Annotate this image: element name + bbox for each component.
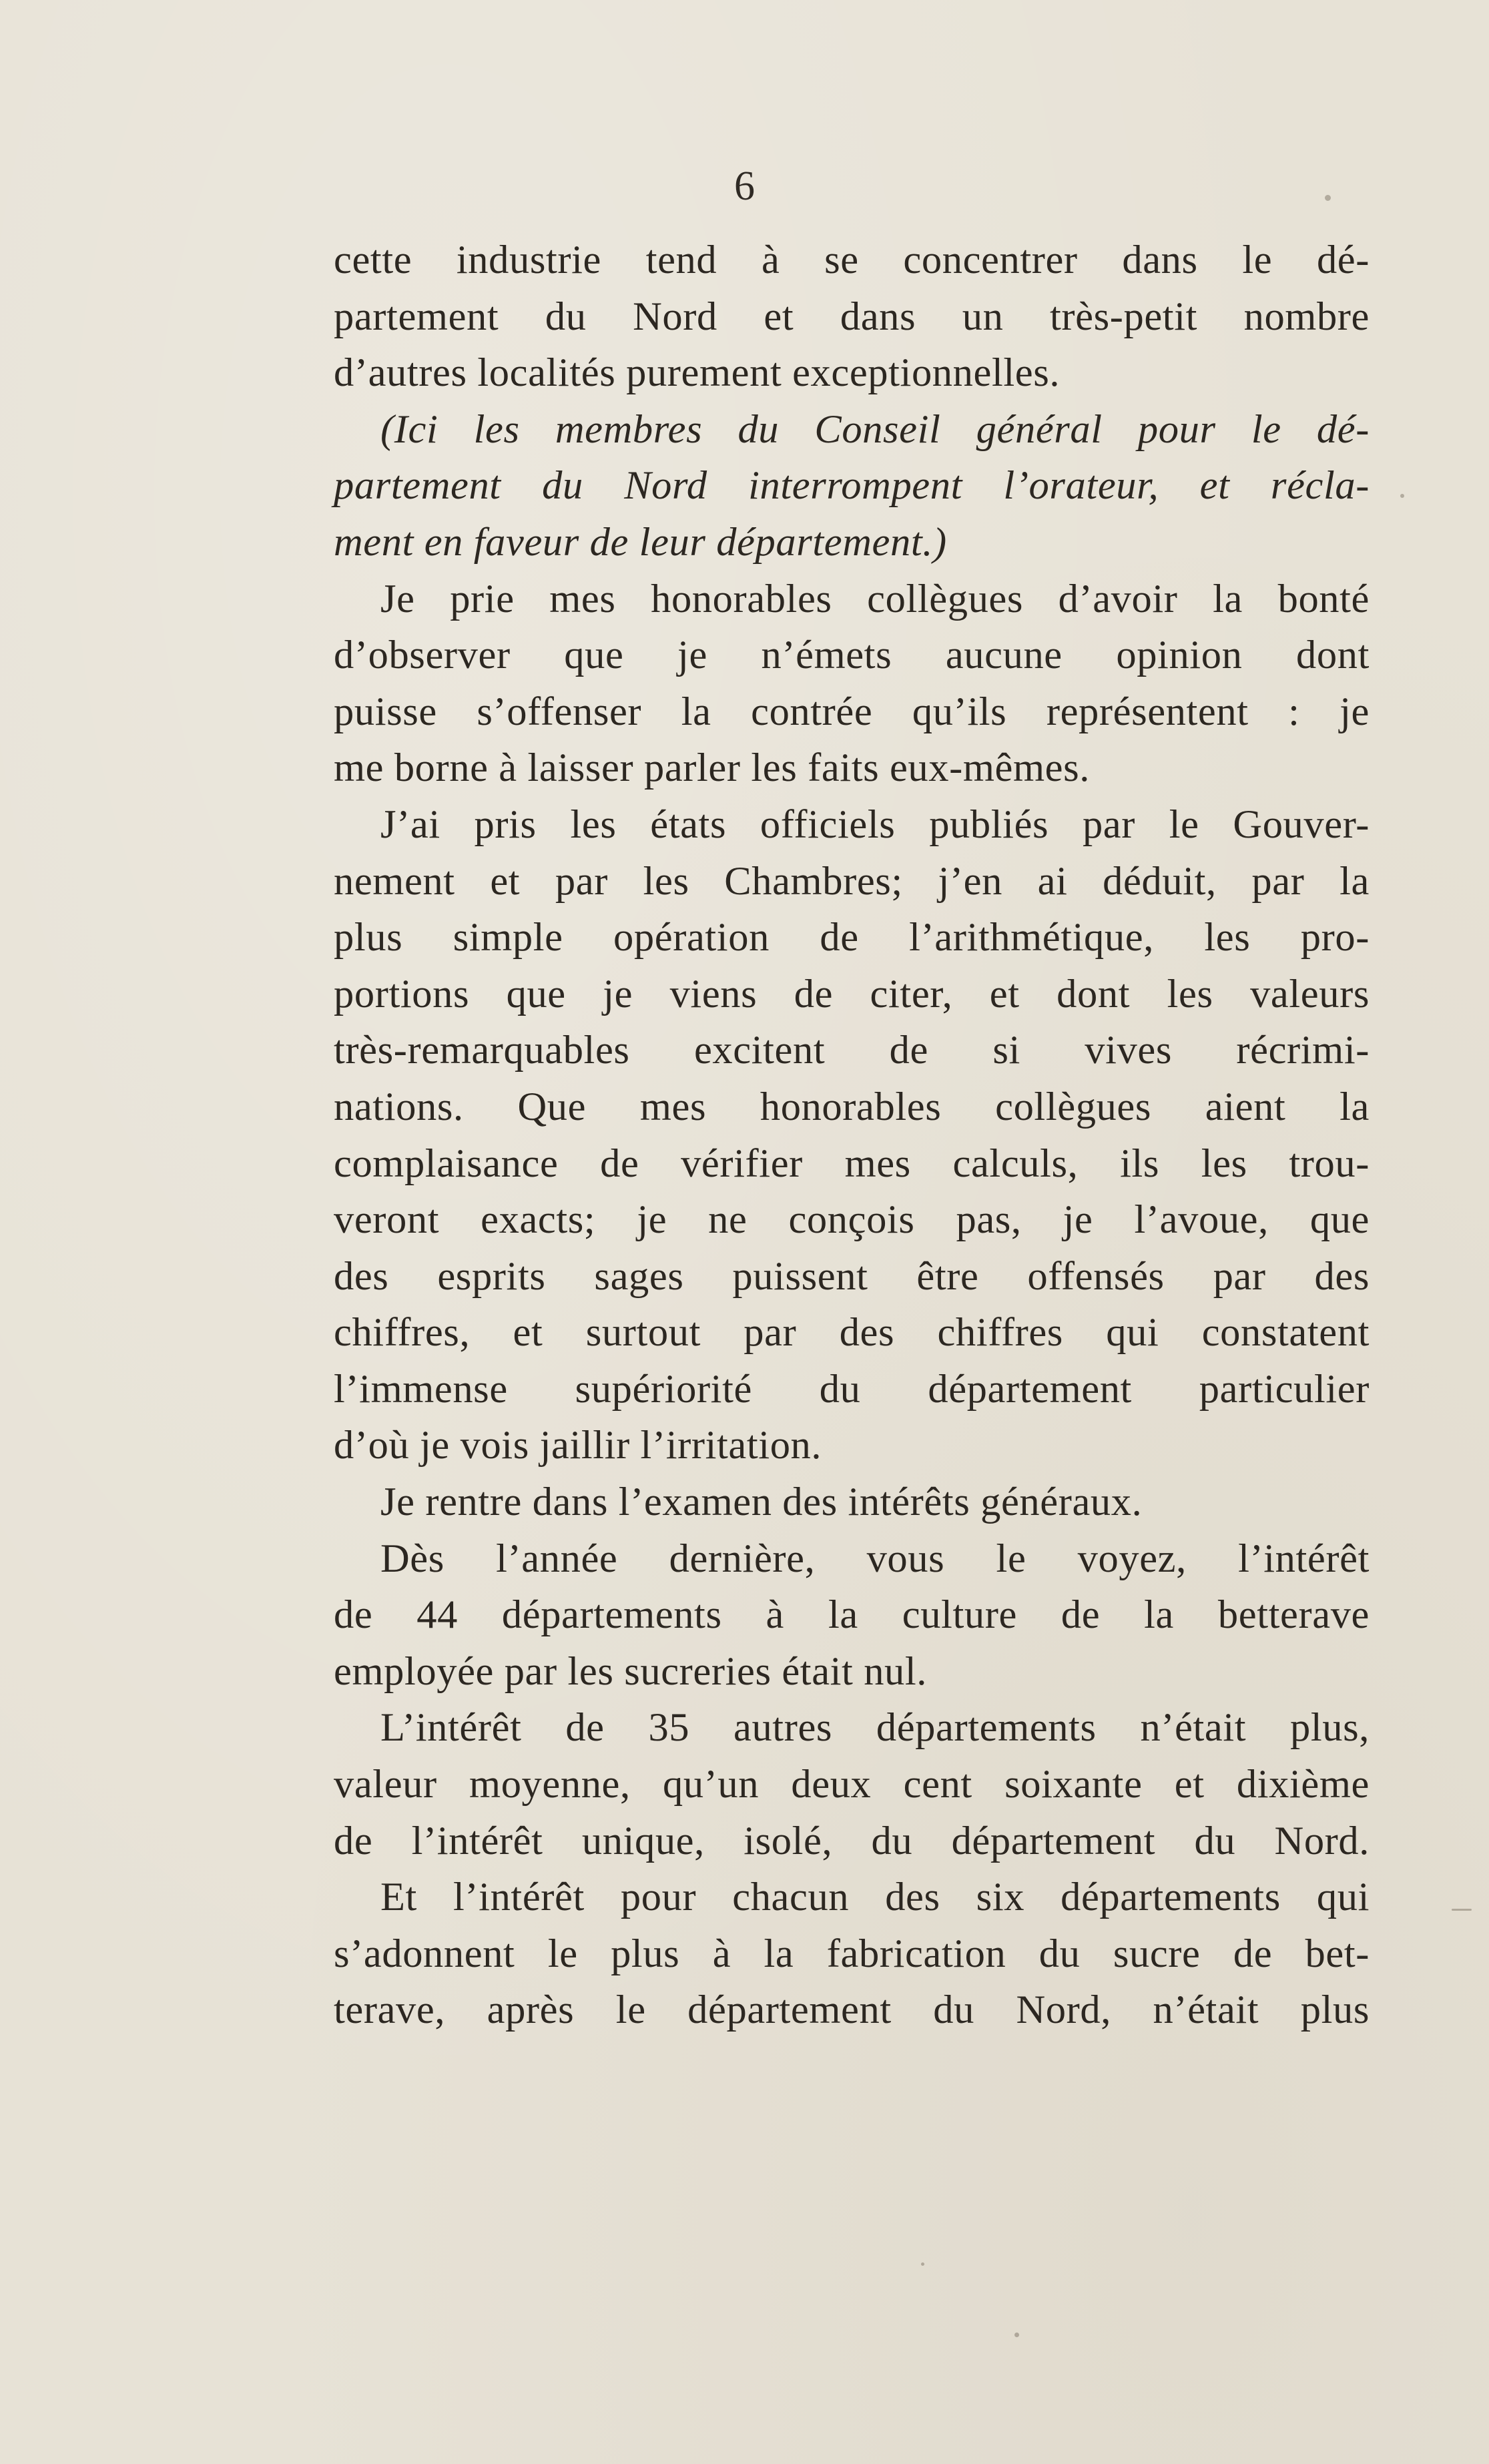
text-line: d’observer que je n’émets aucune opinion dont [334, 633, 1370, 678]
text-line: s’adonnent le plus à la fabrication du sucre de bet- [334, 1931, 1370, 1976]
text-line: chiffres, et surtout par des chiffres qui constatent [334, 1310, 1370, 1355]
text-line: employée par les sucreries était nul. [334, 1648, 928, 1694]
text-line: terave, après le département du Nord, n’était plus [334, 1987, 1370, 2033]
text-line: d’où je vois jaillir l’irritation. [334, 1423, 822, 1468]
paper-speck [1452, 1909, 1472, 1911]
text-line: partement du Nord interrompent l’orateur, et récla- [334, 463, 1370, 509]
text-line: l’immense supériorité du département particulier [334, 1366, 1370, 1412]
text-line: veront exacts; je ne conçois pas, je l’avoue, que [334, 1197, 1370, 1243]
text-line: de l’intérêt unique, isolé, du département du Nord. [334, 1818, 1370, 1863]
paragraph [334, 571, 1370, 797]
text-line: Je rentre dans l’examen des intérêts généraux. [380, 1480, 1143, 1525]
paragraph [334, 1700, 1370, 1869]
text-line: cette industrie tend à se concentrer dans le dé- [334, 238, 1370, 282]
text-line: J’ai pris les états officiels publiés par le Gouver- [380, 802, 1370, 847]
text-line: L’intérêt de 35 autres départements n’était plus, [380, 1705, 1370, 1751]
paper-speck [921, 2262, 924, 2266]
text-line: Et l’intérêt pour chacun des six départements qui [380, 1875, 1370, 1920]
text-line: valeur moyenne, qu’un deux cent soixante et dixième [334, 1762, 1370, 1807]
text-line: ment en faveur de leur département.) [334, 519, 947, 565]
paragraph [334, 1869, 1370, 2039]
paragraph [334, 232, 1370, 402]
text-line: plus simple opération de l’arithmétique, les pro- [334, 915, 1370, 960]
text-line: complaisance de vérifier mes calculs, ils les trou- [334, 1141, 1370, 1186]
text-line: puisse s’offenser la contrée qu’ils représentent : je [334, 689, 1370, 734]
paper-speck [1014, 2333, 1019, 2337]
page-number: 6 [734, 164, 755, 209]
paragraph [334, 1474, 1370, 1531]
text-line: (Ici les membres du Conseil général pour le dé- [380, 406, 1370, 452]
text-line: des esprits sages puissent être offensés par des [334, 1253, 1370, 1299]
paper-speck [1400, 494, 1404, 498]
text-line: Dès l’année dernière, vous le voyez, l’intérêt [380, 1536, 1370, 1581]
paragraph-interjection [334, 402, 1370, 571]
text-line: nement et par les Chambres; j’en ai déduit, par la [334, 858, 1370, 904]
text-line: Je prie mes honorables collègues d’avoir la bonté [380, 576, 1370, 621]
text-line: me borne à laisser parler les faits eux-mêmes. [334, 745, 1090, 791]
text-line: très-remarquables excitent de si vives récrimi- [334, 1028, 1370, 1073]
text-line: de 44 départements à la culture de la betterave [334, 1592, 1370, 1638]
body-text [334, 232, 1370, 2039]
text-line: nations. Que mes honorables collègues aient la [334, 1084, 1370, 1129]
paragraph [334, 1531, 1370, 1701]
text-line: d’autres localités purement exceptionnelles. [334, 350, 1061, 396]
text-line: portions que je viens de citer, et dont les valeurs [334, 971, 1370, 1016]
paper-speck [1325, 195, 1331, 201]
text-line: partement du Nord et dans un très-petit nombre [334, 294, 1370, 339]
paragraph [334, 797, 1370, 1474]
